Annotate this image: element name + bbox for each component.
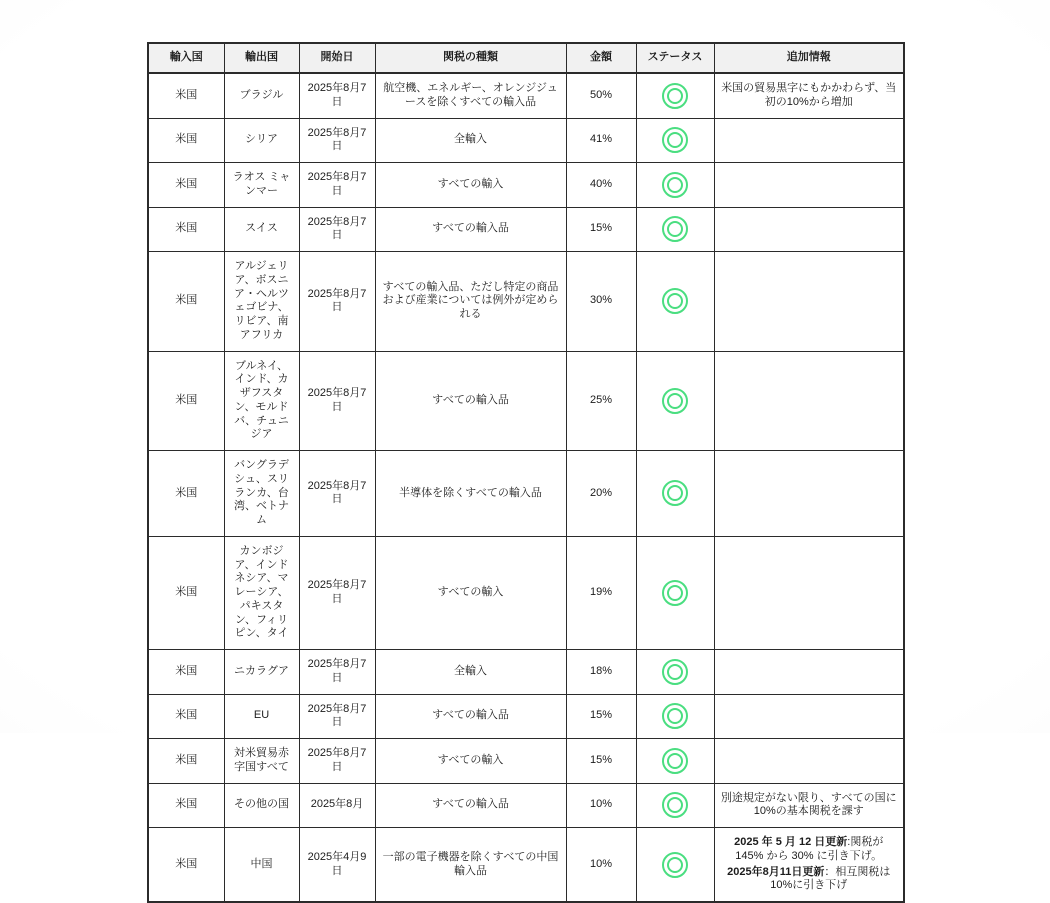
status-double-circle-icon bbox=[662, 172, 688, 198]
table-row bbox=[148, 351, 904, 451]
column-header-importer: 輸入国 bbox=[148, 43, 224, 73]
tariff_type-cell: 半導体を除くすべての輸入品 bbox=[375, 451, 566, 537]
status-cell bbox=[636, 252, 714, 352]
importer-cell: 米国 bbox=[148, 650, 224, 695]
status-cell bbox=[636, 828, 714, 903]
start_date-cell: 2025年8月7日 bbox=[299, 536, 375, 649]
exporter-cell: バングラデシュ、スリランカ、台湾、ベトナム bbox=[224, 451, 299, 537]
start_date-cell: 2025年8月7日 bbox=[299, 351, 375, 451]
note-text: ：相互関税は10%に引き下げ bbox=[770, 865, 891, 892]
column-header-amount: 金額 bbox=[566, 43, 636, 73]
table-row bbox=[148, 163, 904, 208]
status-cell bbox=[636, 73, 714, 118]
start_date-cell: 2025年8月7日 bbox=[299, 252, 375, 352]
importer-cell: 米国 bbox=[148, 694, 224, 739]
exporter-cell: その他の国 bbox=[224, 783, 299, 828]
amount-cell: 25% bbox=[566, 351, 636, 451]
start_date-cell: 2025年8月7日 bbox=[299, 163, 375, 208]
status-double-circle-icon bbox=[662, 388, 688, 414]
status-cell bbox=[636, 650, 714, 695]
amount-cell: 15% bbox=[566, 694, 636, 739]
notes-cell bbox=[714, 207, 904, 252]
status-cell bbox=[636, 118, 714, 163]
start_date-cell: 2025年8月7日 bbox=[299, 207, 375, 252]
notes-cell bbox=[714, 783, 904, 828]
table-row bbox=[148, 650, 904, 695]
table-row bbox=[148, 694, 904, 739]
tariff_type-cell: すべての輸入品、ただし特定の商品および産業については例外が定められる bbox=[375, 252, 566, 352]
tariff_type-cell: すべての輸入 bbox=[375, 739, 566, 784]
exporter-cell: アルジェリア、ボスニア・ヘルツェゴビナ、リビア、南アフリカ bbox=[224, 252, 299, 352]
notes-cell bbox=[714, 536, 904, 649]
status-double-circle-icon bbox=[662, 748, 688, 774]
amount-cell: 10% bbox=[566, 783, 636, 828]
table-row bbox=[148, 73, 904, 118]
tariff_type-cell: 一部の電子機器を除くすべての中国輸入品 bbox=[375, 828, 566, 903]
start_date-cell: 2025年8月7日 bbox=[299, 118, 375, 163]
tariff_type-cell: すべての輸入品 bbox=[375, 783, 566, 828]
importer-cell: 米国 bbox=[148, 252, 224, 352]
tariff_type-cell: すべての輸入品 bbox=[375, 351, 566, 451]
tariff_type-cell: すべての輸入 bbox=[375, 536, 566, 649]
exporter-cell: シリア bbox=[224, 118, 299, 163]
status-double-circle-icon bbox=[662, 127, 688, 153]
exporter-cell: ブルネイ、インド、カザフスタン、モルドバ、チュニジア bbox=[224, 351, 299, 451]
table-row bbox=[148, 207, 904, 252]
notes-cell bbox=[714, 739, 904, 784]
importer-cell: 米国 bbox=[148, 163, 224, 208]
importer-cell: 米国 bbox=[148, 451, 224, 537]
exporter-cell: ラオス ミャンマー bbox=[224, 163, 299, 208]
table-row bbox=[148, 536, 904, 649]
tariff-table bbox=[147, 42, 905, 903]
notes-cell bbox=[714, 351, 904, 451]
status-double-circle-icon bbox=[662, 83, 688, 109]
exporter-cell: 中国 bbox=[224, 828, 299, 903]
notes-cell bbox=[714, 73, 904, 118]
notes-cell bbox=[714, 650, 904, 695]
amount-cell: 19% bbox=[566, 536, 636, 649]
start_date-cell: 2025年8月7日 bbox=[299, 739, 375, 784]
importer-cell: 米国 bbox=[148, 536, 224, 649]
exporter-cell: カンボジア、インドネシア、マレーシア、パキスタン、フィリピン、タイ bbox=[224, 536, 299, 649]
importer-cell: 米国 bbox=[148, 73, 224, 118]
amount-cell: 18% bbox=[566, 650, 636, 695]
status-double-circle-icon bbox=[662, 703, 688, 729]
note-line bbox=[721, 836, 898, 864]
column-header-status: ステータス bbox=[636, 43, 714, 73]
start_date-cell: 2025年8月7日 bbox=[299, 73, 375, 118]
tariff_type-cell: すべての輸入品 bbox=[375, 207, 566, 252]
start_date-cell: 2025年8月7日 bbox=[299, 451, 375, 537]
notes-cell bbox=[714, 163, 904, 208]
exporter-cell: ブラジル bbox=[224, 73, 299, 118]
column-header-tariff_type: 関税の種類 bbox=[375, 43, 566, 73]
start_date-cell: 2025年8月7日 bbox=[299, 650, 375, 695]
amount-cell: 40% bbox=[566, 163, 636, 208]
note-update-date: 2025年8月11日更新 bbox=[727, 865, 825, 878]
importer-cell: 米国 bbox=[148, 118, 224, 163]
note-text: :関税が 145% から 30% に引き下げ。 bbox=[735, 836, 884, 862]
table-row bbox=[148, 118, 904, 163]
status-double-circle-icon bbox=[662, 659, 688, 685]
start_date-cell: 2025年8月7日 bbox=[299, 694, 375, 739]
tariff_type-cell: 全輸入 bbox=[375, 650, 566, 695]
importer-cell: 米国 bbox=[148, 783, 224, 828]
tariff_type-cell: 航空機、エネルギー、オレンジジュースを除くすべての輸入品 bbox=[375, 73, 566, 118]
status-double-circle-icon bbox=[662, 480, 688, 506]
importer-cell: 米国 bbox=[148, 351, 224, 451]
header-row bbox=[148, 43, 904, 73]
exporter-cell: 対米貿易赤字国すべて bbox=[224, 739, 299, 784]
status-cell bbox=[636, 163, 714, 208]
status-double-circle-icon bbox=[662, 288, 688, 314]
amount-cell: 50% bbox=[566, 73, 636, 118]
amount-cell: 10% bbox=[566, 828, 636, 903]
status-cell bbox=[636, 694, 714, 739]
status-cell bbox=[636, 739, 714, 784]
status-cell bbox=[636, 783, 714, 828]
status-cell bbox=[636, 351, 714, 451]
exporter-cell: スイス bbox=[224, 207, 299, 252]
exporter-cell: ニカラグア bbox=[224, 650, 299, 695]
column-header-exporter: 輸出国 bbox=[224, 43, 299, 73]
amount-cell: 20% bbox=[566, 451, 636, 537]
table-row bbox=[148, 252, 904, 352]
status-cell bbox=[636, 536, 714, 649]
table-row bbox=[148, 451, 904, 537]
note-line bbox=[721, 82, 898, 110]
note-text: 米国の貿易黒字にもかかわらず、当初の10%から増加 bbox=[721, 82, 897, 108]
tariff_type-cell: すべての輸入品 bbox=[375, 694, 566, 739]
table-body bbox=[148, 73, 904, 902]
status-double-circle-icon bbox=[662, 580, 688, 606]
note-line bbox=[721, 792, 898, 820]
amount-cell: 30% bbox=[566, 252, 636, 352]
status-double-circle-icon bbox=[662, 792, 688, 818]
tariff_type-cell: 全輸入 bbox=[375, 118, 566, 163]
column-header-start_date: 開始日 bbox=[299, 43, 375, 73]
amount-cell: 15% bbox=[566, 207, 636, 252]
notes-cell bbox=[714, 118, 904, 163]
importer-cell: 米国 bbox=[148, 739, 224, 784]
note-update-date: 2025 年 5 月 12 日更新 bbox=[734, 836, 848, 848]
table-row bbox=[148, 783, 904, 828]
status-double-circle-icon bbox=[662, 216, 688, 242]
table-row bbox=[148, 739, 904, 784]
note-line bbox=[721, 866, 898, 894]
note-text: 別途規定がない限り、すべての国に10%の基本関税を課す bbox=[720, 791, 897, 818]
notes-cell bbox=[714, 694, 904, 739]
notes-cell bbox=[714, 252, 904, 352]
column-header-notes: 追加情報 bbox=[714, 43, 904, 73]
start_date-cell: 2025年4月9日 bbox=[299, 828, 375, 903]
amount-cell: 15% bbox=[566, 739, 636, 784]
table-row bbox=[148, 828, 904, 903]
amount-cell: 41% bbox=[566, 118, 636, 163]
notes-cell bbox=[714, 828, 904, 903]
importer-cell: 米国 bbox=[148, 207, 224, 252]
exporter-cell: EU bbox=[224, 694, 299, 739]
status-double-circle-icon bbox=[662, 852, 688, 878]
importer-cell: 米国 bbox=[148, 828, 224, 903]
status-cell bbox=[636, 207, 714, 252]
tariff_type-cell: すべての輸入 bbox=[375, 163, 566, 208]
start_date-cell: 2025年8月 bbox=[299, 783, 375, 828]
status-cell bbox=[636, 451, 714, 537]
notes-cell bbox=[714, 451, 904, 537]
